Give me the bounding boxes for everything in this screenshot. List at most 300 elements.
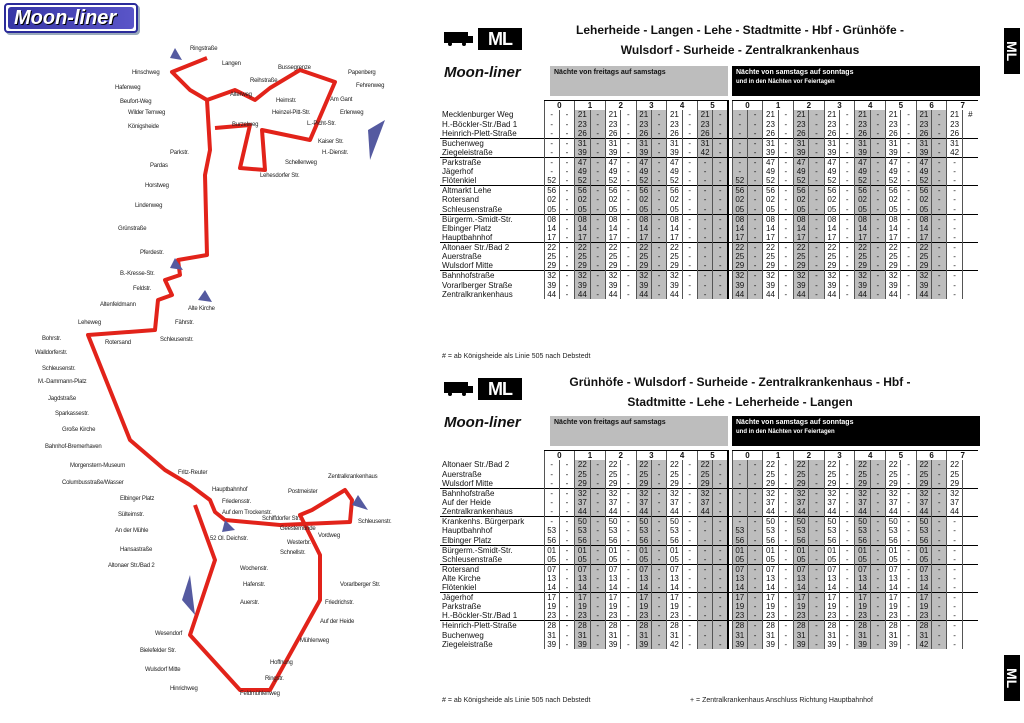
time-cell: - — [682, 536, 697, 546]
time-cell: - — [840, 574, 855, 583]
time-cell: - — [870, 611, 885, 621]
time-cell: 44 — [636, 507, 651, 517]
time-cell: - — [778, 536, 793, 546]
time-cell: 17 — [605, 233, 620, 243]
time-cell: 14 — [605, 583, 620, 593]
stop-name: Parkstraße — [442, 602, 482, 612]
time-cell: 44 — [824, 290, 839, 299]
time-cell: 32 — [667, 271, 682, 281]
time-cell: 50 — [667, 517, 682, 527]
stop-label: Altenfeldmann — [100, 302, 136, 308]
time-cell: - — [651, 242, 666, 252]
time-cell: - — [932, 630, 947, 639]
time-cell: - — [901, 640, 916, 649]
time-cell: 31 — [855, 138, 870, 148]
head-friday: Nächte von freitags auf samstags — [550, 66, 728, 96]
time-cell: - — [590, 224, 605, 233]
table-row — [440, 526, 978, 535]
time-cell: - — [651, 640, 666, 649]
stop-label: Heimstr. — [276, 98, 297, 104]
time-cell — [962, 479, 978, 489]
time-cell: 17 — [916, 592, 931, 602]
arrow-icon — [368, 120, 385, 160]
time-cell: 39 — [667, 280, 682, 289]
time-cell: 22 — [794, 242, 809, 252]
time-cell: - — [870, 280, 885, 289]
time-cell: - — [621, 214, 636, 224]
time-cell: - — [778, 157, 793, 167]
time-cell: 05 — [916, 555, 931, 565]
time-cell: 25 — [886, 469, 901, 478]
stop-label: Schleusenstr. — [358, 519, 392, 525]
time-cell: - — [932, 564, 947, 574]
time-cell: - — [840, 271, 855, 281]
time-cell: - — [778, 564, 793, 574]
time-cell: 49 — [794, 167, 809, 176]
time-cell: - — [713, 290, 728, 299]
time-cell: 05 — [794, 555, 809, 565]
time-cell: - — [901, 214, 916, 224]
time-cell: - — [713, 205, 728, 215]
time-cell: 23 — [575, 611, 590, 621]
time-cell: - — [932, 611, 947, 621]
time-cell: 28 — [794, 621, 809, 631]
table-row — [440, 290, 978, 299]
time-cell — [962, 526, 978, 535]
stop-label: Sparkassestr. — [55, 411, 89, 417]
time-cell: - — [651, 488, 666, 498]
time-cell: 13 — [855, 574, 870, 583]
time-cell: 25 — [636, 252, 651, 261]
time-cell: 22 — [667, 460, 682, 469]
time-cell: 56 — [544, 536, 559, 546]
time-cell: - — [870, 176, 885, 186]
time-cell: - — [732, 148, 747, 158]
time-cell: 14 — [732, 583, 747, 593]
time-cell: 42 — [667, 640, 682, 649]
time-cell: - — [682, 460, 697, 469]
time-cell: 32 — [855, 271, 870, 281]
time-cell: 53 — [855, 526, 870, 535]
time-cell: 32 — [916, 271, 931, 281]
time-cell: - — [901, 167, 916, 176]
time-cell: - — [870, 536, 885, 546]
time-cell: - — [901, 526, 916, 535]
time-cell: - — [682, 517, 697, 527]
stop-label: Wulsdorf Mitte — [145, 667, 181, 673]
time-cell: - — [713, 536, 728, 546]
time-cell: 14 — [824, 224, 839, 233]
time-cell — [962, 592, 978, 602]
time-cell — [962, 119, 978, 128]
time-cell: - — [682, 148, 697, 158]
time-cell: - — [840, 611, 855, 621]
time-cell: 22 — [916, 242, 931, 252]
time-cell: 25 — [605, 469, 620, 478]
time-cell: - — [621, 271, 636, 281]
time-cell: - — [559, 611, 574, 621]
time-cell: - — [697, 233, 712, 243]
stop-label: Reihstraße — [250, 78, 278, 84]
time-cell: 29 — [605, 261, 620, 271]
time-cell: 29 — [605, 479, 620, 489]
time-cell: - — [682, 242, 697, 252]
bus-icon — [444, 380, 474, 396]
time-cell — [962, 621, 978, 631]
time-cell: 23 — [763, 611, 778, 621]
time-cell: - — [947, 574, 962, 583]
time-cell: 14 — [544, 224, 559, 233]
stop-name: Bürgerm.-Smidt-Str. — [440, 545, 544, 555]
time-cell: - — [621, 479, 636, 489]
stop-label: Fehrenweg — [356, 83, 385, 89]
time-cell: - — [809, 148, 824, 158]
time-cell: 08 — [636, 214, 651, 224]
time-cell: 05 — [605, 555, 620, 565]
time-cell: 26 — [667, 129, 682, 139]
stop-name: Wulsdorf Mitte — [442, 261, 493, 271]
time-cell: - — [870, 592, 885, 602]
stop-label: Hafenstr. — [243, 582, 266, 588]
time-cell: 05 — [824, 205, 839, 215]
head-saturday-sub: und in den Nächten vor Feiertagen — [736, 79, 835, 85]
stop-label: Zentralkrankenhaus — [328, 474, 378, 480]
time-cell — [962, 545, 978, 555]
time-cell: 13 — [636, 574, 651, 583]
time-cell: - — [747, 479, 762, 489]
time-cell: 44 — [575, 507, 590, 517]
time-cell: - — [870, 242, 885, 252]
stop-label: Pferdestr. — [140, 250, 164, 256]
time-cell: - — [651, 469, 666, 478]
time-cell: 39 — [575, 280, 590, 289]
time-cell — [962, 498, 978, 507]
arrow-icon — [182, 575, 195, 615]
time-cell: - — [697, 224, 712, 233]
time-cell: - — [778, 479, 793, 489]
stop-label: Erlenweg — [340, 110, 364, 116]
time-cell: 31 — [575, 630, 590, 639]
stop-label: Königsheide — [128, 124, 159, 130]
route-title-1: Leherheide - Langen - Lehe - Stadtmitte - Hbf - Grünhöfe - — [575, 23, 904, 37]
time-cell: 14 — [636, 224, 651, 233]
time-cell: - — [621, 224, 636, 233]
time-cell: - — [559, 157, 574, 167]
time-cell: 05 — [544, 555, 559, 565]
time-cell: - — [651, 611, 666, 621]
time-cell: 56 — [605, 536, 620, 546]
time-cell: - — [778, 592, 793, 602]
time-cell: - — [901, 630, 916, 639]
time-cell: - — [840, 233, 855, 243]
time-cell: - — [870, 186, 885, 196]
time-cell: 02 — [763, 195, 778, 204]
time-cell: - — [651, 157, 666, 167]
time-cell: - — [621, 583, 636, 593]
time-cell: - — [778, 630, 793, 639]
time-cell: 44 — [947, 507, 962, 517]
brand-title: Moon-liner — [444, 414, 521, 431]
time-cell: 56 — [855, 186, 870, 196]
time-cell: - — [932, 469, 947, 478]
time-cell: - — [870, 564, 885, 574]
time-cell: 17 — [732, 233, 747, 243]
time-cell: - — [697, 592, 712, 602]
stop-label: Leheweg — [78, 320, 101, 326]
time-cell: - — [778, 583, 793, 593]
time-cell: - — [747, 574, 762, 583]
time-cell: 05 — [544, 205, 559, 215]
time-cell: - — [621, 233, 636, 243]
time-cell: 17 — [794, 233, 809, 243]
time-cell: 47 — [605, 157, 620, 167]
time-cell: - — [901, 110, 916, 119]
time-cell: 39 — [763, 148, 778, 158]
time-cell: - — [682, 630, 697, 639]
time-cell — [962, 602, 978, 611]
time-cell: - — [697, 167, 712, 176]
time-cell: 32 — [667, 488, 682, 498]
time-cell: - — [809, 640, 824, 649]
time-cell: 32 — [636, 271, 651, 281]
time-cell: 25 — [575, 252, 590, 261]
time-cell: - — [713, 630, 728, 639]
time-cell: - — [713, 176, 728, 186]
time-cell: - — [544, 167, 559, 176]
time-cell: 50 — [575, 517, 590, 527]
stop-label: Vorarlberger Str. — [340, 582, 381, 588]
time-cell: - — [682, 621, 697, 631]
time-cell: - — [840, 148, 855, 158]
stop-name: Alte Kirche — [442, 573, 481, 583]
route-title-2: Stadtmitte - Lehe - Leherheide - Langen — [627, 395, 853, 409]
time-cell: - — [682, 138, 697, 148]
time-cell: - — [682, 176, 697, 186]
time-cell: - — [621, 507, 636, 517]
time-cell: - — [651, 205, 666, 215]
time-cell: 32 — [575, 271, 590, 281]
time-cell: - — [713, 252, 728, 261]
time-cell: - — [932, 138, 947, 148]
time-cell: - — [947, 261, 962, 271]
time-cell: 32 — [886, 271, 901, 281]
time-cell: - — [697, 157, 712, 167]
time-cell: 14 — [824, 583, 839, 593]
time-cell: - — [778, 271, 793, 281]
time-cell: - — [778, 167, 793, 176]
time-cell: 07 — [544, 564, 559, 574]
time-cell: 56 — [575, 536, 590, 546]
time-cell: 32 — [732, 271, 747, 281]
night-number: 2 — [605, 451, 636, 461]
time-cell: 29 — [916, 261, 931, 271]
time-cell: - — [590, 526, 605, 535]
time-cell: - — [697, 564, 712, 574]
time-cell: 29 — [763, 479, 778, 489]
time-cell: 29 — [794, 261, 809, 271]
time-cell: - — [747, 460, 762, 469]
time-cell: 39 — [855, 148, 870, 158]
time-cell: 56 — [667, 186, 682, 196]
line-badge: ML — [478, 28, 522, 50]
time-cell: 21 — [794, 110, 809, 119]
time-cell: - — [590, 583, 605, 593]
stop-name: Auerstraße — [442, 469, 482, 479]
table-row — [440, 602, 978, 611]
time-cell: 39 — [544, 280, 559, 289]
time-cell: 44 — [794, 290, 809, 299]
time-cell: - — [809, 592, 824, 602]
time-cell — [962, 252, 978, 261]
time-cell: - — [932, 479, 947, 489]
time-cell: - — [870, 526, 885, 535]
time-cell: 25 — [667, 469, 682, 478]
time-cell: - — [697, 252, 712, 261]
time-cell: - — [621, 242, 636, 252]
table-row — [440, 592, 978, 602]
time-cell: - — [590, 148, 605, 158]
time-cell: 29 — [575, 261, 590, 271]
time-cell: - — [947, 545, 962, 555]
time-cell: - — [901, 261, 916, 271]
time-cell: - — [713, 214, 728, 224]
time-cell: 21 — [667, 110, 682, 119]
night-number: 5 — [697, 101, 728, 111]
time-cell: 01 — [824, 545, 839, 555]
time-cell: - — [809, 526, 824, 535]
time-cell: 29 — [886, 261, 901, 271]
time-cell: - — [809, 224, 824, 233]
time-cell: - — [544, 157, 559, 167]
time-cell: - — [870, 545, 885, 555]
time-cell: - — [778, 176, 793, 186]
time-cell: 42 — [697, 148, 712, 158]
time-cell: 23 — [763, 119, 778, 128]
time-cell: - — [870, 488, 885, 498]
time-cell: - — [901, 574, 916, 583]
time-cell: - — [732, 469, 747, 478]
time-cell: - — [682, 479, 697, 489]
side-tab-top: ML — [1004, 28, 1020, 74]
stop-label: Grünstraße — [118, 226, 147, 232]
time-cell: - — [778, 290, 793, 299]
time-cell: - — [778, 252, 793, 261]
time-cell: - — [901, 205, 916, 215]
stop-name: Schleusenstraße — [442, 554, 503, 564]
time-cell: 19 — [575, 602, 590, 611]
time-cell: - — [682, 564, 697, 574]
time-cell: - — [778, 119, 793, 128]
time-cell: - — [697, 290, 712, 299]
footnote-2: + = Zentralkrankenhaus Anschluss Richtung Hauptbahnhof — [690, 697, 873, 704]
time-cell: - — [901, 488, 916, 498]
time-cell: - — [713, 460, 728, 469]
time-cell: - — [840, 564, 855, 574]
time-cell: 26 — [636, 129, 651, 139]
time-cell: 02 — [544, 195, 559, 204]
time-cell: 02 — [886, 195, 901, 204]
time-cell: - — [590, 261, 605, 271]
time-cell: 47 — [636, 157, 651, 167]
time-cell: - — [713, 488, 728, 498]
time-cell: 56 — [886, 186, 901, 196]
time-cell: - — [809, 564, 824, 574]
time-cell: - — [932, 242, 947, 252]
time-cell: 17 — [575, 233, 590, 243]
stop-label: Elbinger Platz — [120, 496, 155, 502]
time-cell: - — [621, 469, 636, 478]
time-cell: 39 — [886, 280, 901, 289]
time-cell: - — [947, 526, 962, 535]
time-cell: 05 — [855, 205, 870, 215]
time-cell: 14 — [855, 224, 870, 233]
time-cell — [962, 157, 978, 167]
time-cell: - — [621, 280, 636, 289]
stop-name: Jägerhof — [442, 166, 474, 176]
stop-name: Auf der Heide — [442, 497, 491, 507]
time-cell: - — [947, 242, 962, 252]
time-cell: - — [544, 138, 559, 148]
time-cell: - — [747, 176, 762, 186]
time-cell: 02 — [855, 195, 870, 204]
time-cell: - — [697, 186, 712, 196]
time-cell: - — [713, 271, 728, 281]
time-cell: - — [747, 148, 762, 158]
stop-label: Feldmühlenweg — [240, 691, 280, 697]
time-cell: 21 — [636, 110, 651, 119]
time-cell: - — [747, 507, 762, 517]
time-cell: - — [747, 469, 762, 478]
time-cell: 52 — [544, 176, 559, 186]
time-cell: 05 — [667, 205, 682, 215]
time-cell: 39 — [916, 280, 931, 289]
time-cell: - — [621, 536, 636, 546]
time-cell: - — [809, 507, 824, 517]
head-saturday — [732, 416, 980, 446]
time-cell: - — [651, 592, 666, 602]
time-cell: - — [621, 517, 636, 527]
time-cell: - — [682, 555, 697, 565]
time-cell: - — [697, 214, 712, 224]
time-cell: - — [621, 205, 636, 215]
time-cell: 22 — [855, 460, 870, 469]
time-cell: - — [901, 469, 916, 478]
time-cell: - — [809, 469, 824, 478]
time-cell: 23 — [732, 611, 747, 621]
time-cell: - — [747, 205, 762, 215]
time-cell: - — [947, 186, 962, 196]
time-cell: - — [713, 545, 728, 555]
time-cell: - — [559, 214, 574, 224]
stop-name: H.-Böckler-Str./Bad 1 — [442, 611, 518, 621]
time-cell: - — [747, 545, 762, 555]
time-cell: - — [559, 640, 574, 649]
time-cell: 23 — [605, 119, 620, 128]
time-cell: 22 — [763, 460, 778, 469]
time-cell: - — [932, 176, 947, 186]
time-cell: - — [870, 138, 885, 148]
time-cell: - — [697, 536, 712, 546]
time-cell: 52 — [575, 176, 590, 186]
time-cell: - — [544, 110, 559, 119]
time-cell: - — [947, 271, 962, 281]
time-cell: - — [682, 195, 697, 204]
route-line-loop — [207, 70, 335, 170]
stop-label: Pardas — [150, 163, 168, 169]
time-cell: - — [713, 574, 728, 583]
time-cell: - — [840, 167, 855, 176]
time-cell: 28 — [575, 621, 590, 631]
